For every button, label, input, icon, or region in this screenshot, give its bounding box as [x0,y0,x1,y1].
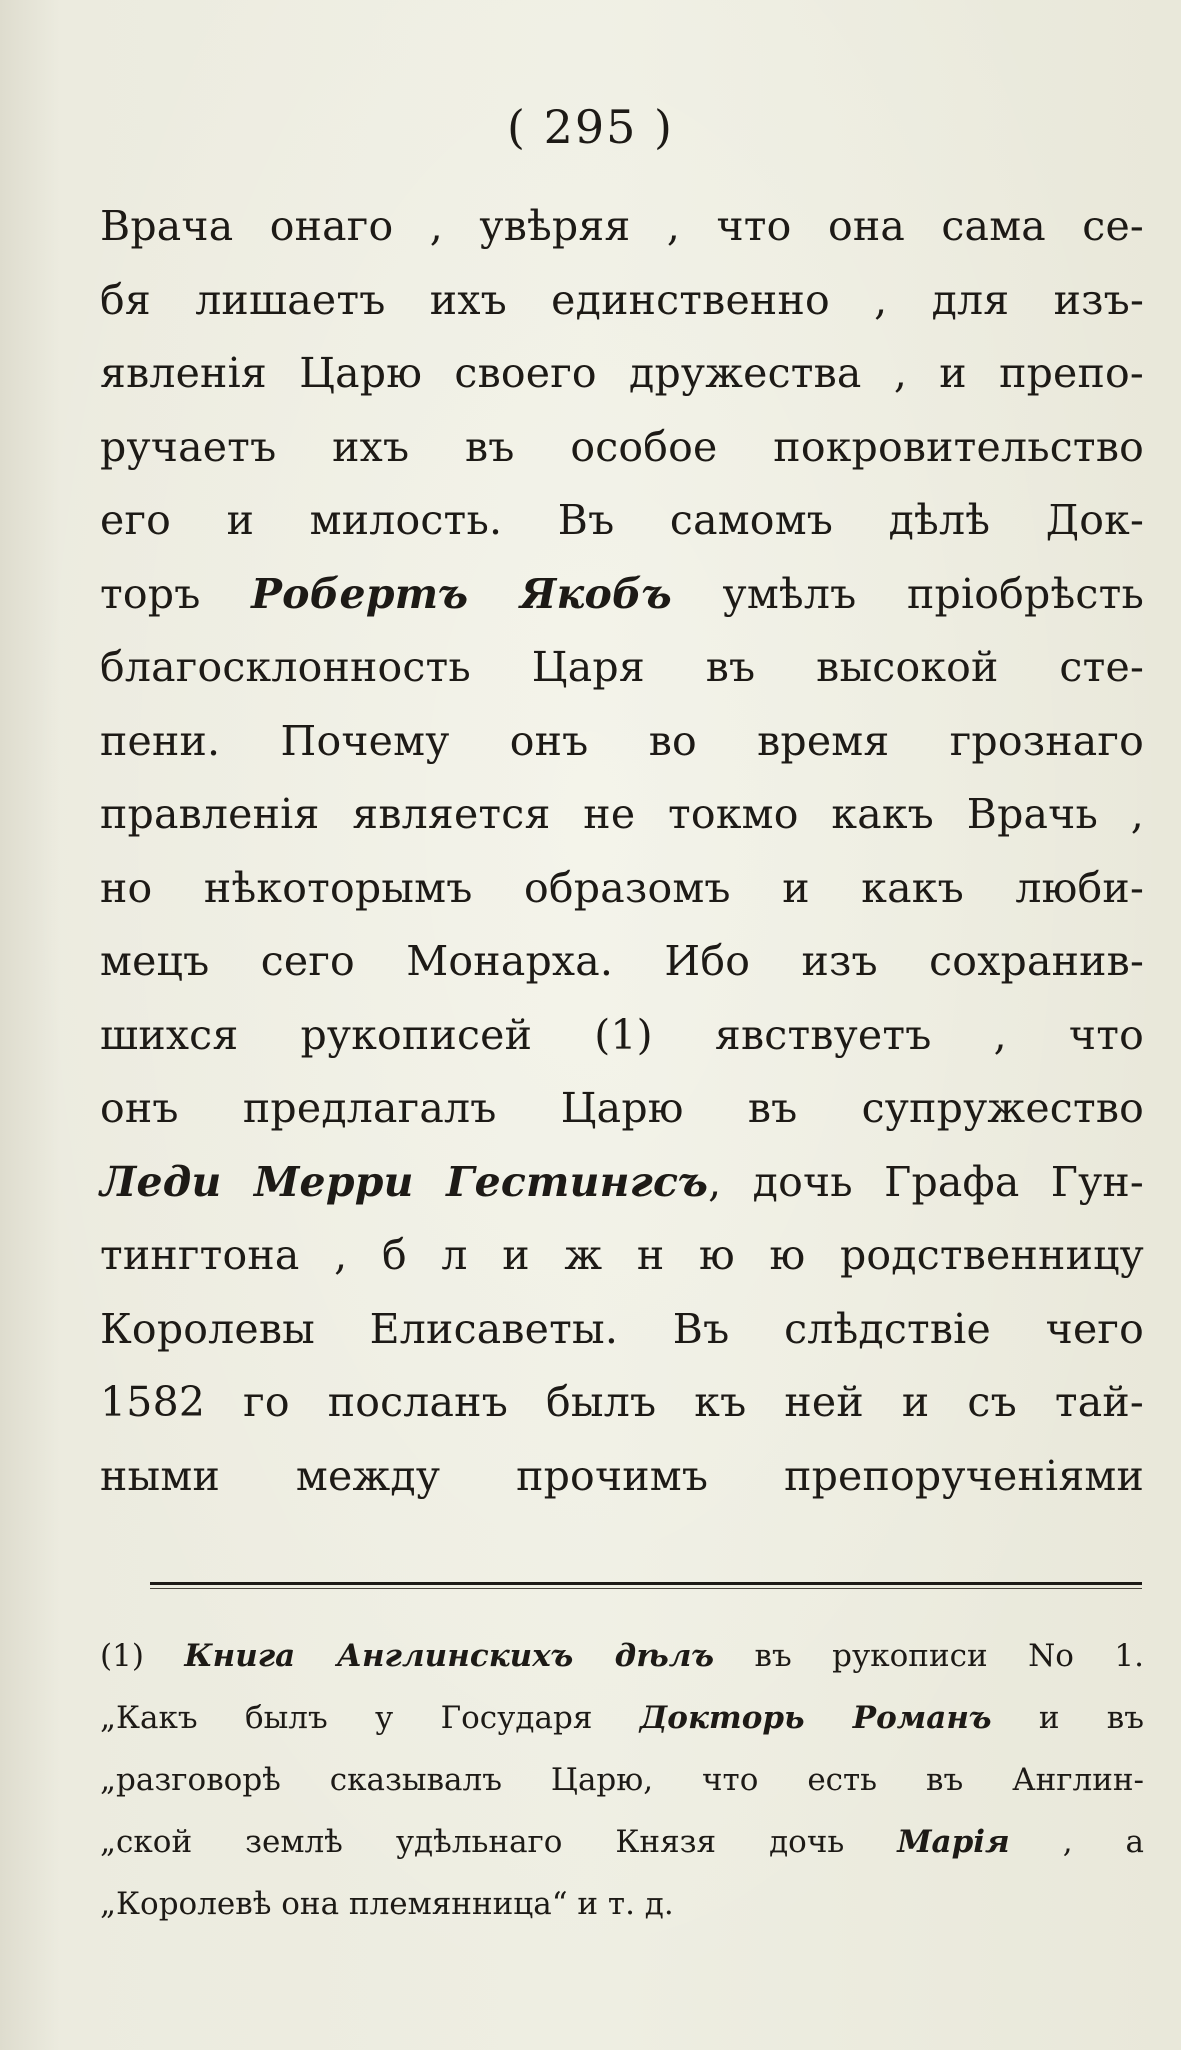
body-line: ными между прочимъ препорученіями [100,1451,1144,1500]
italic-name: Робертъ Якобъ [251,569,672,618]
body-line: 1582 го посланъ былъ къ ней и съ тай- [100,1378,1144,1426]
footnote-post: , а [1009,1824,1144,1860]
italic-name: Леди Мерри Гестингсъ [100,1157,709,1206]
body-line: онъ предлагалъ Царю въ супружество [100,1084,1144,1132]
footnote-post: и въ [991,1700,1144,1736]
body-line: его и милость. Въ самомъ дѣлѣ Док- [100,496,1144,544]
body-line-post: умѣлъ пріобрѣсть [671,569,1144,618]
footnote-post: въ рукописи No 1. [714,1638,1144,1674]
body-line: ручаетъ ихъ въ особое покровительство [100,422,1144,471]
body-line: шихся рукописей (1) явствуетъ , что [100,1010,1144,1059]
footnote-italic: Марія [897,1824,1010,1860]
footnote-line [100,1687,1144,1749]
body-line: тингтона , б л и ж н ю ю родственницу [100,1231,1144,1279]
body-line-pre: торъ [100,569,252,618]
footnote-italic: Докторь Романъ [639,1700,992,1736]
body-line [100,558,1144,632]
footnote-line [100,1625,1144,1687]
page-number: ( 295 ) [507,100,674,154]
body-line: явленія Царю своего дружества , и препо- [100,349,1144,397]
footnote-divider [150,1582,1142,1585]
body-line: благосклонность Царя въ высокой сте- [100,643,1144,691]
footnote-line: „Королевѣ она племянница“ и т. д. [100,1886,674,1922]
footnote-pre: „ской землѣ удѣльнаго Князя дочь [100,1824,898,1860]
footnote-line [100,1811,1144,1873]
footnote-line: „разговорѣ сказывалъ Царю, что есть въ Англин- [100,1762,1144,1798]
footnote-pre: (1) [100,1638,185,1674]
footnotes [100,1625,1144,1935]
footnote-pre: „Какъ былъ у Государя [100,1700,640,1736]
body-text [100,190,1144,1513]
body-line: правленія является не токмо какъ Врачь , [100,790,1144,838]
body-line [100,1146,1144,1220]
body-line: но нѣкоторымъ образомъ и какъ люби- [100,863,1144,912]
body-line: Врача онаго , увѣряя , что она сама се- [100,202,1144,250]
body-line: пени. Почему онъ во время грознаго [100,716,1144,765]
footnote-italic: Книга Англинскихъ дѣлъ [184,1638,714,1674]
body-line: Королевы Елисаветы. Въ слѣдствіе чего [100,1304,1144,1353]
body-line: бя лишаетъ ихъ единственно , для изъ- [100,275,1144,324]
body-line: мецъ сего Монарха. Ибо изъ сохранив- [100,937,1144,985]
body-line-post: , дочь Графа Гун- [708,1157,1144,1206]
